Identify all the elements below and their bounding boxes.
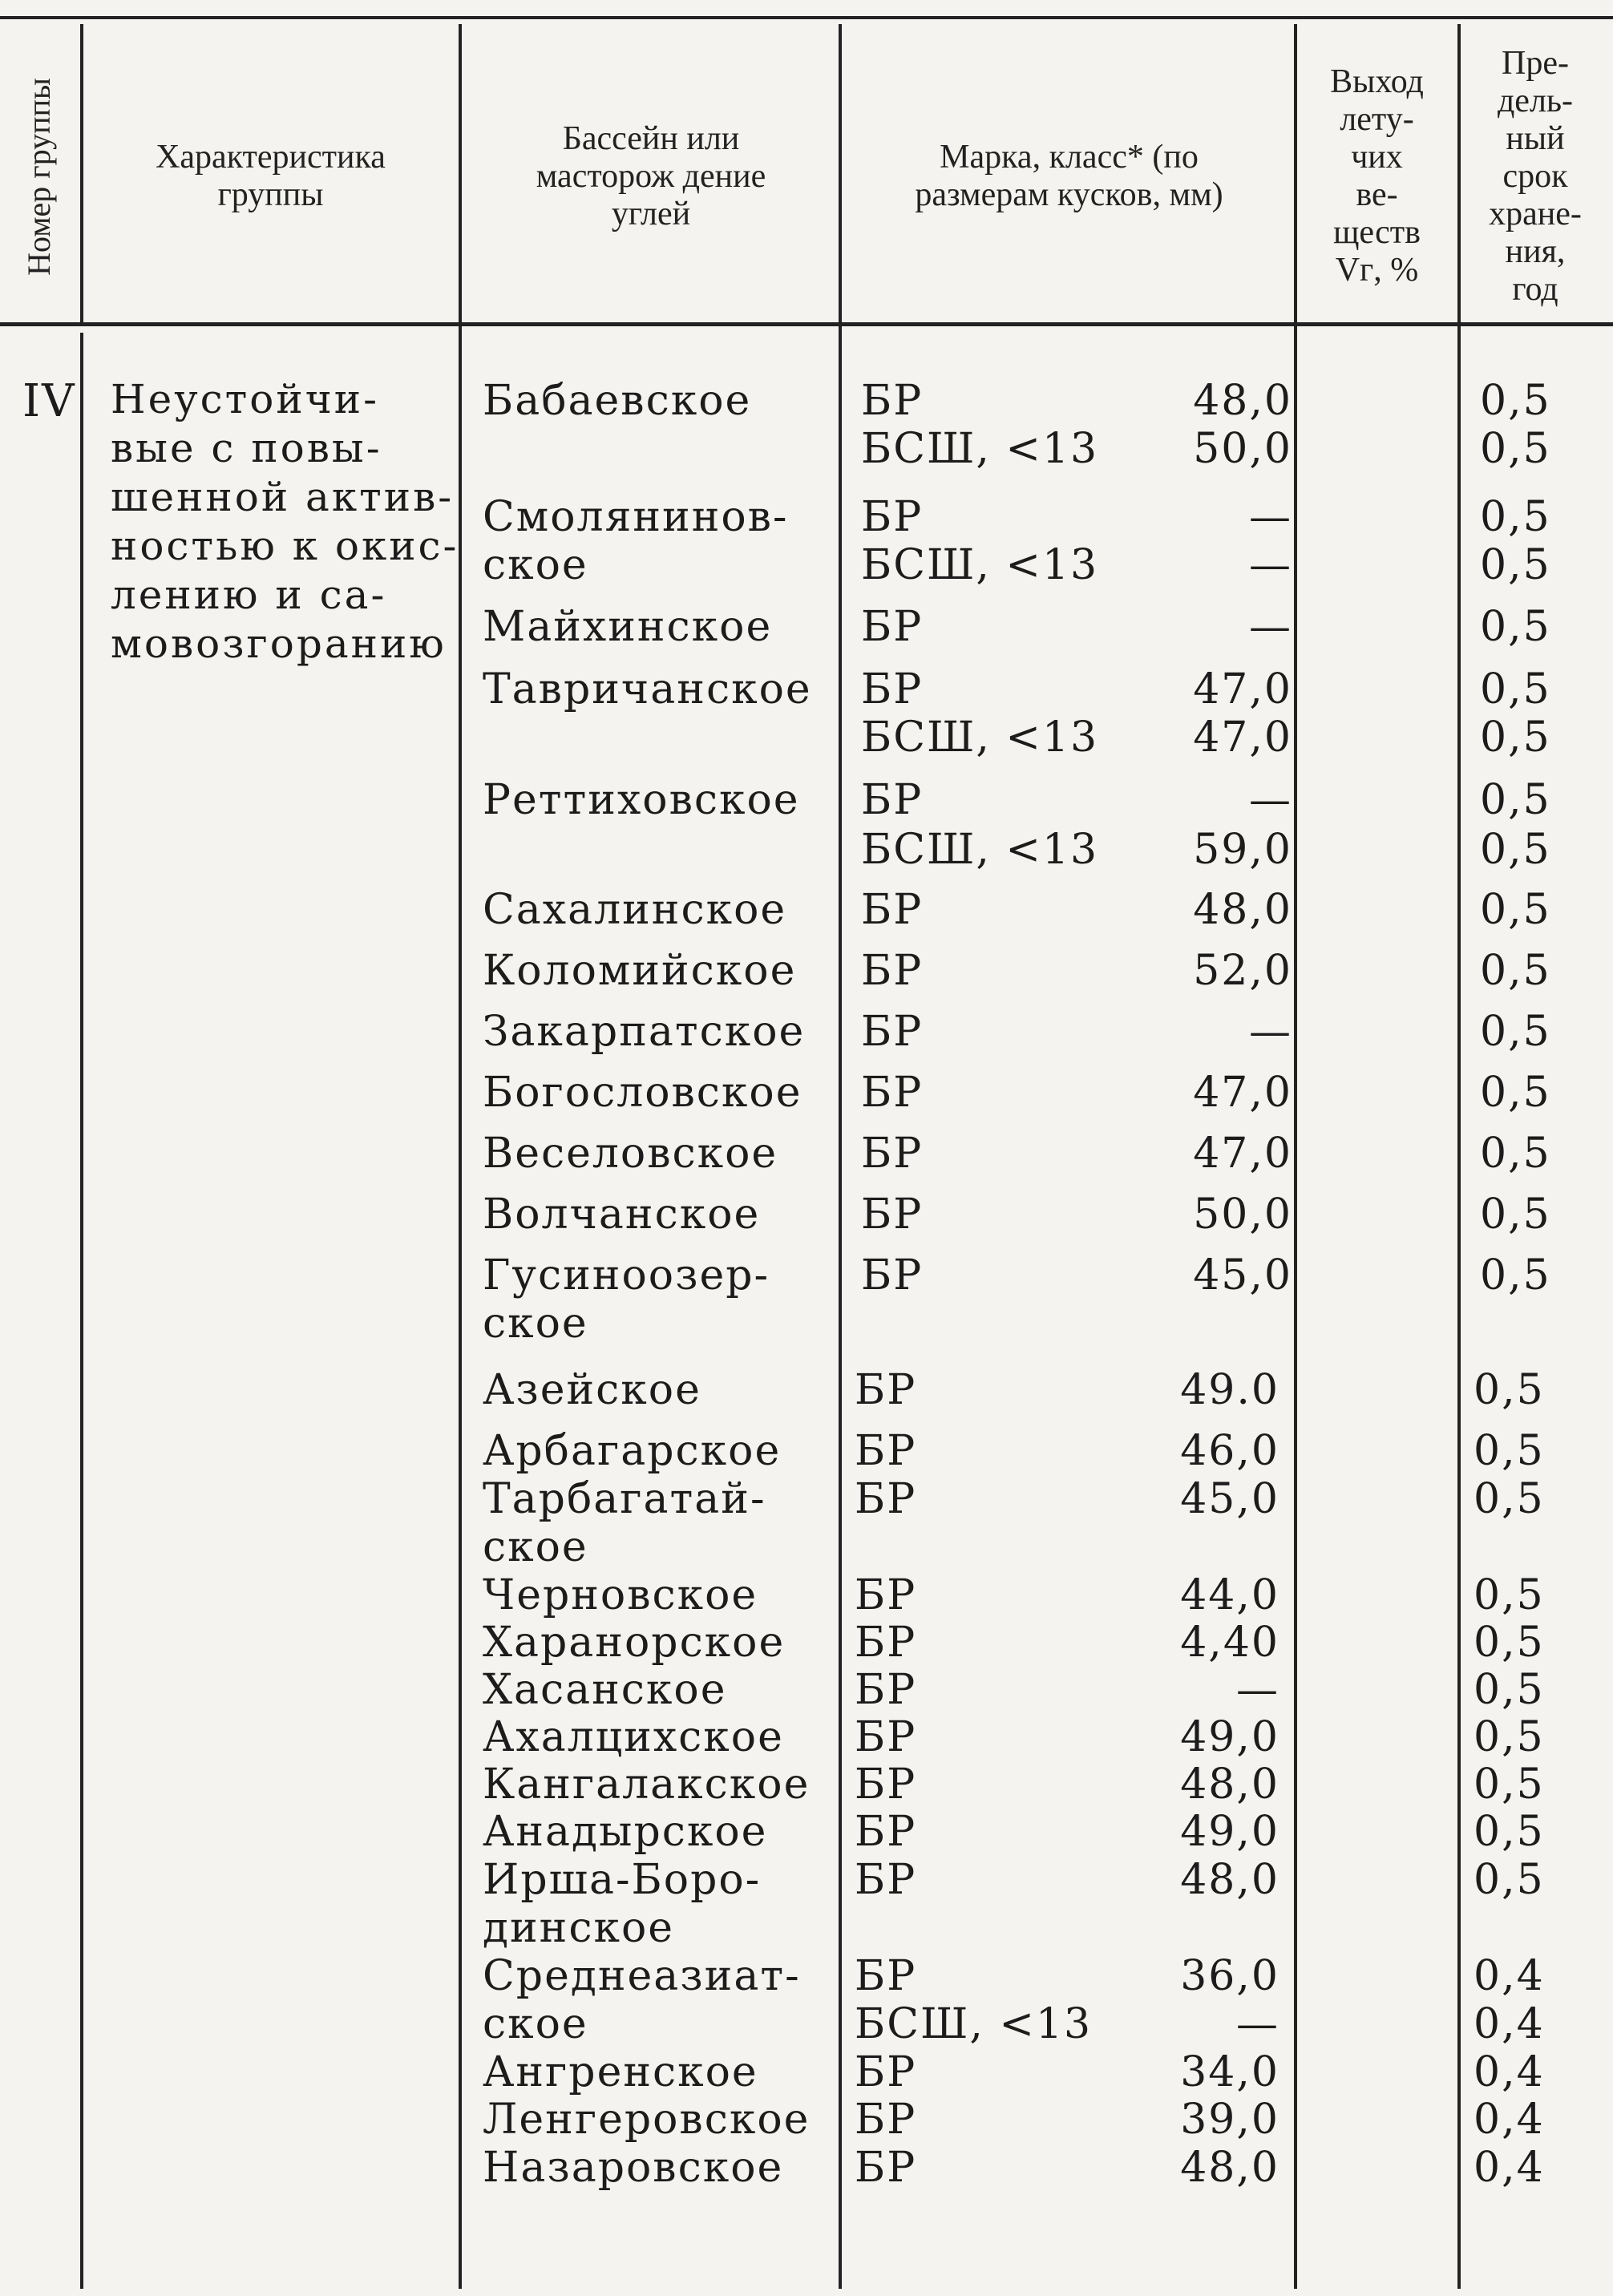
volatile-matter-value: — [1249,603,1292,651]
deposit-name: Волчанское [483,1190,761,1239]
volatile-matter-value: 47,0 [1193,665,1292,713]
storage-limit-value: 0,5 [1474,1760,1545,1809]
coal-grade: БР [855,1619,917,1667]
header-group-number: Номер группы [20,77,57,276]
storage-limit-value: 0,5 [1480,886,1551,934]
coal-grade: БР [855,1475,917,1523]
deposit-name: ское [483,1300,588,1348]
volatile-matter-value: 59,0 [1193,826,1292,874]
deposit-name: Гусиноозер- [483,1251,770,1300]
coal-grade: БР [861,665,924,713]
volatile-matter-value: 47,0 [1193,1130,1292,1178]
group-number: IV [22,375,76,427]
volatile-matter-value: 4,40 [1180,1619,1279,1667]
volatile-matter-value: 47,0 [1193,1069,1292,1117]
header-deposit: Бассейн или масторож дение углей [536,119,766,232]
coal-grade: БР [861,776,924,824]
storage-limit-value: 0,5 [1480,713,1551,762]
coal-grade: БР [855,2048,917,2096]
column-divider [1457,24,1461,2289]
storage-limit-value: 0,5 [1480,776,1551,824]
deposit-name: Богословское [483,1069,802,1117]
storage-limit-value: 0,5 [1474,1366,1545,1414]
coal-grade: БР [861,603,924,651]
volatile-matter-value: — [1249,541,1292,589]
header-characteristic: Характеристика группы [156,139,386,213]
header-volatile-matter: Выход лету- чих ве- ществ Vᴦ, % [1330,63,1424,289]
storage-limit-value: 0,5 [1474,1713,1545,1761]
storage-limit-value: 0,4 [1474,1952,1545,2000]
coal-grade: БСШ, <13 [861,425,1099,473]
storage-limit-value: 0,5 [1480,665,1551,713]
volatile-matter-value: 39,0 [1180,2096,1279,2144]
volatile-matter-value: 34,0 [1180,2048,1279,2096]
coal-grade: БР [861,1130,924,1178]
coal-grade: БСШ, <13 [855,2000,1093,2048]
deposit-name: Хасанское [483,1666,727,1714]
storage-limit-value: 0,4 [1474,2096,1545,2144]
deposit-name: Ахалцихское [483,1713,784,1761]
top-rule [0,16,1613,19]
storage-limit-value: 0,5 [1474,1808,1545,1856]
column-divider [459,24,462,2289]
storage-limit-value: 0,5 [1480,1008,1551,1056]
deposit-name: Назаровское [483,2144,784,2192]
storage-limit-value: 0,5 [1474,1427,1545,1475]
coal-grade: БР [855,1571,917,1619]
storage-limit-value: 0,5 [1480,603,1551,651]
storage-limit-value: 0,4 [1474,2000,1545,2048]
deposit-name: Анадырское [483,1808,768,1856]
volatile-matter-value: 47,0 [1193,713,1292,762]
coal-grade: БСШ, <13 [861,826,1099,874]
coal-grade: БР [855,1713,917,1761]
volatile-matter-value: — [1249,776,1292,824]
volatile-matter-value: 48,0 [1180,2144,1279,2192]
volatile-matter-value: 49,0 [1180,1808,1279,1856]
coal-grade: БР [855,2144,917,2192]
coal-grade: БСШ, <13 [861,541,1099,589]
volatile-matter-value: 48,0 [1180,1760,1279,1809]
deposit-name: Ленгеровское [483,2096,811,2144]
volatile-matter-value: 49,0 [1180,1713,1279,1761]
header-bottom-rule [0,322,1613,326]
storage-limit-value: 0,5 [1480,947,1551,995]
storage-limit-value: 0,5 [1480,1251,1551,1300]
deposit-name: Закарпатское [483,1008,806,1056]
column-divider [1294,24,1297,2289]
volatile-matter-value: 48,0 [1193,377,1292,425]
coal-grade: БСШ, <13 [861,713,1099,762]
storage-limit-value: 0,5 [1474,1571,1545,1619]
deposit-name: Тавричанское [483,665,812,713]
storage-limit-value: 0,5 [1480,377,1551,425]
column-divider [80,333,83,2289]
coal-grade: БР [861,947,924,995]
coal-grade: БР [861,1008,924,1056]
deposit-name: Арбагарское [483,1427,782,1475]
volatile-matter-value: 45,0 [1180,1475,1279,1523]
coal-grade: БР [855,1952,917,2000]
storage-limit-value: 0,5 [1480,1190,1551,1239]
storage-limit-value: 0,5 [1474,1619,1545,1667]
volatile-matter-value: 45,0 [1193,1251,1292,1300]
coal-grade: БР [861,377,924,425]
deposit-name: Реттиховское [483,776,800,824]
deposit-name: Ангренское [483,2048,758,2096]
volatile-matter-value: 46,0 [1180,1427,1279,1475]
coal-grade: БР [855,1856,917,1904]
storage-limit-value: 0,5 [1480,1130,1551,1178]
volatile-matter-value: — [1236,2000,1279,2048]
header-grade-class: Марка, класс* (по размерам кусков, мм) [915,139,1223,213]
storage-limit-value: 0,5 [1474,1475,1545,1523]
coal-grade: БР [855,1808,917,1856]
storage-limit-value: 0,5 [1474,1856,1545,1904]
deposit-name: ское [483,541,588,589]
deposit-name: Веселовское [483,1130,778,1178]
volatile-matter-value: 48,0 [1193,886,1292,934]
storage-limit-value: 0,5 [1480,541,1551,589]
coal-grade: БР [855,1666,917,1714]
coal-grade: БР [861,886,924,934]
volatile-matter-value: 50,0 [1193,1190,1292,1239]
coal-grade: БР [855,2096,917,2144]
volatile-matter-value: 36,0 [1180,1952,1279,2000]
storage-limit-value: 0,5 [1480,425,1551,473]
coal-grade: БР [861,1190,924,1239]
volatile-matter-value: — [1249,493,1292,541]
volatile-matter-value: 49.0 [1180,1366,1279,1414]
volatile-matter-value: — [1249,1008,1292,1056]
coal-grade: БР [861,1069,924,1117]
deposit-name: Сахалинское [483,886,787,934]
deposit-name: динское [483,1904,675,1952]
deposit-name: ское [483,2000,588,2048]
deposit-name: Черновское [483,1571,758,1619]
deposit-name: Среднеазиат- [483,1952,801,2000]
storage-limit-value: 0,4 [1474,2144,1545,2192]
deposit-name: Тарбагатай- [483,1475,766,1523]
deposit-name: Харанорское [483,1619,786,1667]
storage-limit-value: 0,5 [1474,1666,1545,1714]
coal-grade: БР [855,1427,917,1475]
coal-grade: БР [855,1760,917,1809]
storage-limit-value: 0,5 [1480,826,1551,874]
column-divider [839,24,842,2289]
deposit-name: Бабаевское [483,377,752,425]
volatile-matter-value: 44,0 [1180,1571,1279,1619]
storage-limit-value: 0,4 [1474,2048,1545,2096]
deposit-name: Кангалакское [483,1760,811,1809]
column-divider [80,24,83,322]
volatile-matter-value: 50,0 [1193,425,1292,473]
group-characteristic: Неустойчи- вые с повы- шенной актив- ностью к окис- лению и са- мовозгоранию [111,376,459,667]
coal-grade: БР [861,1251,924,1300]
deposit-name: Ирша-Боро- [483,1856,762,1904]
deposit-name: Азейское [483,1366,701,1414]
storage-limit-value: 0,5 [1480,1069,1551,1117]
deposit-name: Майхинское [483,603,773,651]
deposit-name: Смолянинов- [483,493,789,541]
volatile-matter-value: 52,0 [1193,947,1292,995]
coal-grade: БР [855,1366,917,1414]
deposit-name: Коломийское [483,947,797,995]
volatile-matter-value: 48,0 [1180,1856,1279,1904]
volatile-matter-value: — [1236,1666,1279,1714]
deposit-name: ское [483,1523,588,1571]
storage-limit-value: 0,5 [1480,493,1551,541]
coal-grade: БР [861,493,924,541]
header-storage-limit: Пре- дель- ный срок хране- ния, год [1489,44,1582,308]
